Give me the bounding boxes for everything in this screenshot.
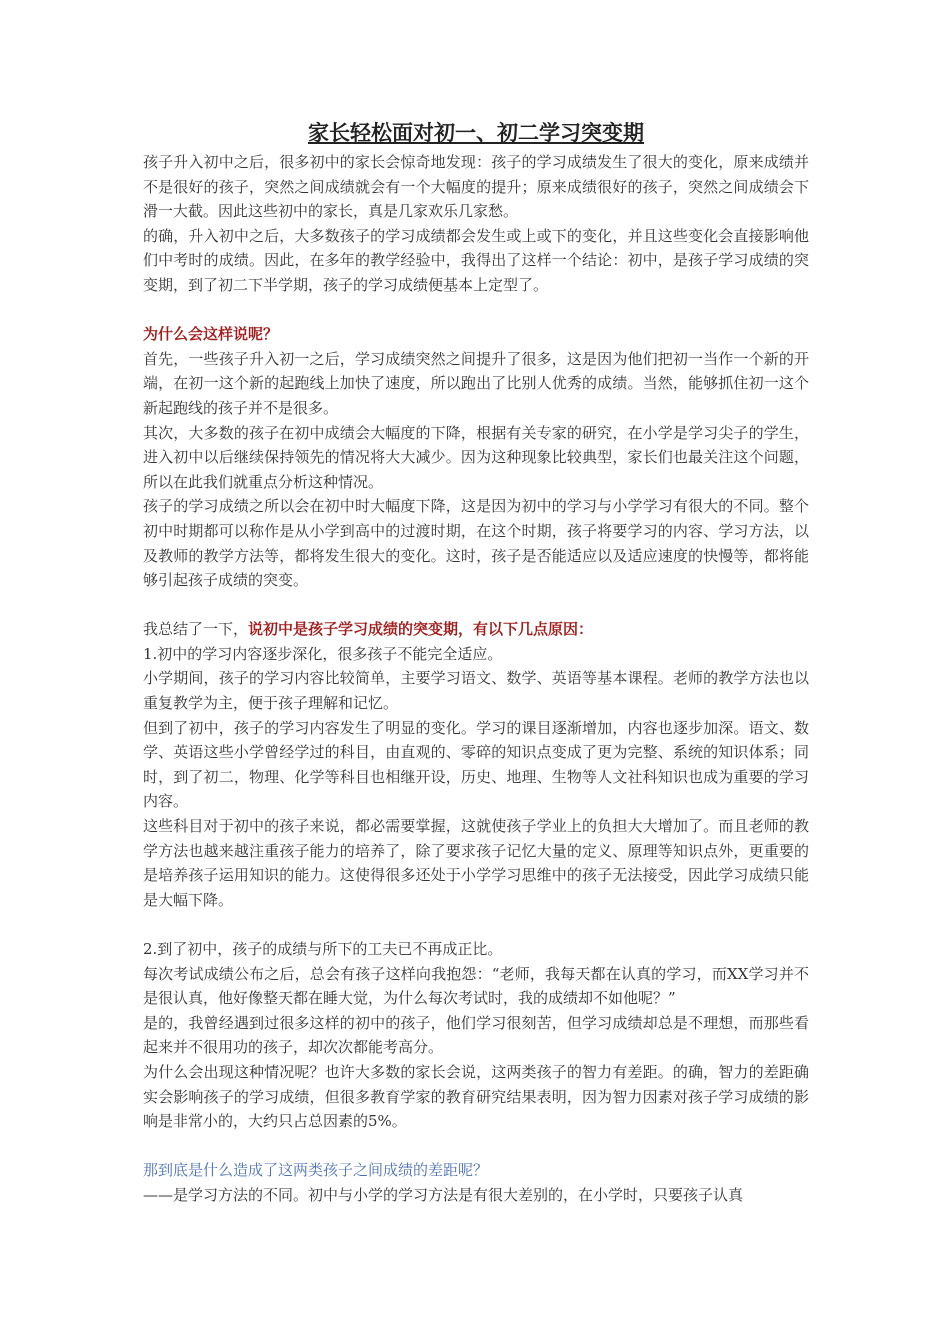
document-body — [143, 118, 809, 1208]
blank-line — [143, 593, 809, 618]
paragraph: 孩子升入初中之后，很多初中的家长会惊奇地发现：孩子的学习成绩发生了很大的变化，原来成绩并不是很好的孩子，突然之间成绩就会有一个大幅度的提升；原来成绩很好的孩子，突然之间成绩会下滑一大截。因此这些初中的家长，真是几家欢乐几家愁。 — [143, 153, 809, 221]
paragraph: 其次，大多数的孩子在初中成绩会大幅度的下降，根据有关专家的研究，在小学是学习尖子的学生，进入初中以后继续保持领先的情况将大大减少。因为这种现象比较典型，家长们也最关注这个问题，所以在此我们就重点分析这种情况。 — [143, 423, 809, 491]
summary-prefix: 我总结了一下， — [143, 620, 249, 639]
paragraph: 小学期间，孩子的学习内容比较简单，主要学习语文、数学、英语等基本课程。老师的教学方法也以重复教学为主，便于孩子理解和记忆。 — [143, 669, 809, 713]
summary-highlight: 说初中是孩子学习成绩的突变期，有以下几点原因： — [248, 620, 594, 639]
paragraph: 首先，一些孩子升入初一之后，学习成绩突然之间提升了很多，这是因为他们把初一当作一个新的开端，在初一这个新的起跑线上加快了速度，所以跑出了比别人优秀的成绩。当然，能够抓住初一这个新起跑线的孩子并不是很多。 — [143, 349, 809, 417]
paragraph: 孩子的学习成绩之所以会在初中时大幅度下降，这是因为初中的学习与小学学习有很大的不同。整个初中时期都可以称作是从小学到高中的过渡时期，在这个时期，孩子将要学习的内容、学习方法，以及教师的教学方法等，都将发生很大的变化。这时，孩子是否能适应以及适应速度的快慢等，都将能够引起孩子成绩的突变。 — [143, 497, 809, 590]
paragraph: 为什么会出现这种情况呢？也许大多数的家长会说，这两类孩子的智力有差距。的确，智力的差距确实会影响孩子的学习成绩，但很多教育学家的教育研究结果表明，因为智力因素对孩子学习成绩的影响是非常小的，大约只占总因素的5%。 — [143, 1062, 809, 1131]
blank-line — [143, 912, 809, 937]
blank-line — [143, 1134, 809, 1159]
point-heading: 2.到了初中，孩子的成绩与所下的工夫已不再成正比。 — [143, 940, 503, 958]
paragraph: 每次考试成绩公布之后，总会有孩子这样向我抱怨：“老师，我每天都在认真的学习，而XX学习并不是很认真，他好像整天都在睡大觉，为什么每次考试时，我的成绩却不如他呢？” — [143, 964, 809, 1008]
paragraph: 这些科目对于初中的孩子来说，都必需要掌握，这就使孩子学业上的负担大大增加了。而且老师的教学方法也越来越注重孩子能力的培养了，除了要求孩子记忆大量的定义、原理等知识点外，更重要的是培养孩子运用知识的能力。这使得很多还处于小学学习思维中的孩子无法接受，因此学习成绩只能是大幅下降。 — [143, 817, 809, 909]
paragraph: 是的，我曾经遇到过很多这样的初中的孩子，他们学习很刻苦，但学习成绩却总是不理想，而那些看起来并不很用功的孩子，却次次都能考高分。 — [143, 1013, 809, 1057]
point-heading: 1.初中的学习内容逐步深化，很多孩子不能完全适应。 — [143, 644, 503, 663]
question-heading: 那到底是什么造成了这两类孩子之间成绩的差距呢？ — [143, 1161, 489, 1180]
blank-line — [143, 298, 809, 323]
paragraph: ——是学习方法的不同。初中与小学的学习方法是有很大差别的，在小学时，只要孩子认真 — [143, 1185, 744, 1204]
section-heading: 为什么会这样说呢？ — [143, 325, 279, 344]
document-title: 家长轻松面对初一、初二学习突变期 — [308, 120, 644, 145]
paragraph: 的确，升入初中之后，大多数孩子的学习成绩都会发生或上或下的变化，并且这些变化会直接影响他们中考时的成绩。因此，在多年的教学经验中，我得出了这样一个结论：初中，是孩子学习成绩的突变期，到了初二下半学期，孩子的学习成绩便基本上定型了。 — [143, 226, 809, 294]
summary-paragraph — [143, 617, 809, 642]
paragraph: 但到了初中，孩子的学习内容发生了明显的变化。学习的课目逐渐增加，内容也逐步加深。语文、数学、英语这些小学曾经学过的科目，由直观的、零碎的知识点变成了更为完整、系统的知识体系；同时，到了初二，物理、化学等科目也相继开设，历史、地理、生物等人文社科知识也成为重要的学习内容。 — [143, 718, 809, 811]
